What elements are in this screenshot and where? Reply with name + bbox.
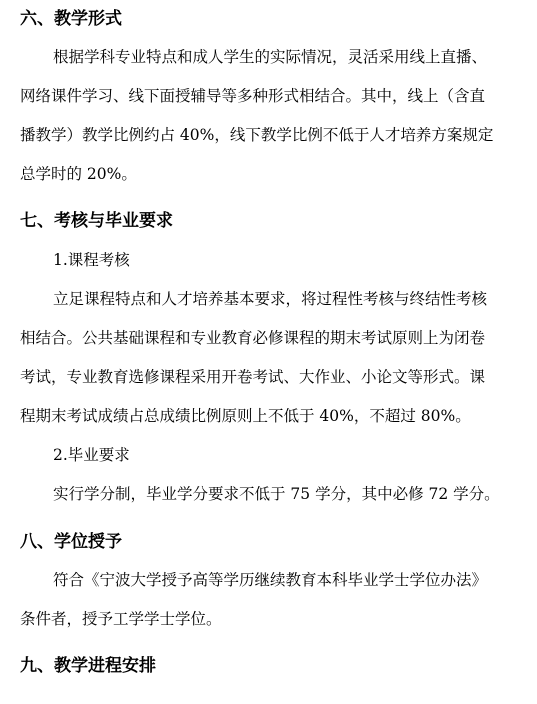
paragraph-line: 网络课件学习、线下面授辅导等多种形式相结合。其中，线上（含直 (20, 87, 486, 105)
subsection-title-course-assessment: 1.课程考核 (53, 251, 130, 269)
section-heading-schedule: 九、教学进程安排 (20, 656, 156, 676)
subsection-title-graduation: 2.毕业要求 (53, 446, 130, 464)
paragraph-line: 考试，专业教育选修课程采用开卷考试、大作业、小论文等形式。课 (20, 368, 486, 386)
paragraph-line: 符合《宁波大学授予高等学历继续教育本科毕业学士学位办法》 (53, 571, 488, 589)
paragraph-line: 根据学科专业特点和成人学生的实际情况，灵活采用线上直播、 (53, 48, 488, 66)
paragraph-line: 立足课程特点和人才培养基本要求，将过程性考核与终结性考核 (53, 290, 488, 308)
paragraph-line: 程期末考试成绩占总成绩比例原则上不低于 40%，不超过 80%。 (20, 407, 471, 425)
paragraph-line: 实行学分制，毕业学分要求不低于 75 学分，其中必修 72 学分。 (53, 485, 500, 503)
section-heading-assessment: 七、考核与毕业要求 (20, 211, 173, 231)
paragraph-line: 播教学）教学比例约占 40%，线下教学比例不低于人才培养方案规定 (20, 126, 494, 144)
section-heading-degree: 八、学位授予 (20, 532, 122, 552)
paragraph-line: 条件者，授予工学学士学位。 (20, 610, 222, 628)
section-heading-teaching-form: 六、教学形式 (20, 9, 122, 29)
paragraph-line: 总学时的 20%。 (20, 165, 137, 183)
paragraph-line: 相结合。公共基础课程和专业教育必修课程的期末考试原则上为闭卷 (20, 329, 486, 347)
